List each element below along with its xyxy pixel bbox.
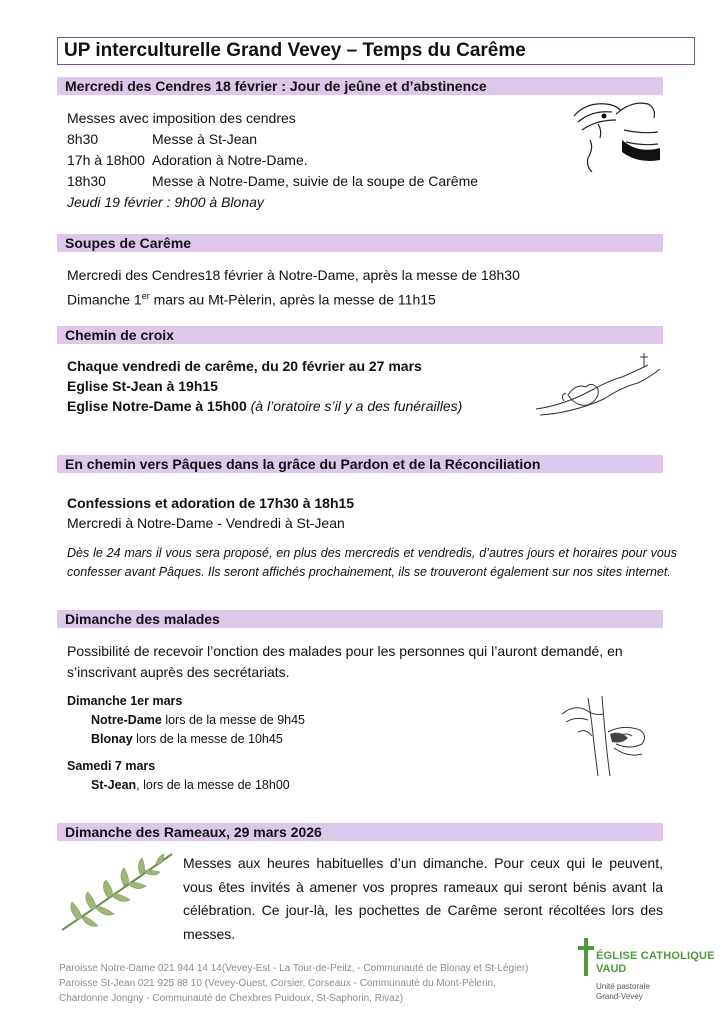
malades-detail: lors de la messe de 10h45 [132, 732, 283, 746]
soupes-line2-pre: Dimanche 1 [67, 291, 142, 308]
logo-line2: VAUD [596, 963, 627, 975]
malades-day2-a [91, 775, 290, 796]
soupes-line2 [67, 286, 436, 311]
section-heading-cendres: Mercredi des Cendres 18 février : Jour de jeûne et d’abstinence [57, 77, 663, 95]
croix-line3-bold: Eglise Notre-Dame à 15h00 [67, 398, 247, 414]
footer-contacts [59, 961, 584, 1006]
malades-place: Blonay [91, 732, 133, 746]
page-title: UP interculturelle Grand Vevey – Temps du Carême [57, 37, 695, 65]
cendres-time: 8h30 [67, 131, 99, 147]
soupes-line2-post: mars au Mt-Pèlerin, après la messe de 11h15 [149, 291, 436, 308]
section-heading-rameaux: Dimanche des Rameaux, 29 mars 2026 [57, 823, 663, 841]
palm-branch-illustration [58, 850, 178, 934]
footer-line: Paroisse St-Jean 021 925 88 10 (Vevey-Ouest, Corsier, Corseaux - Communauté du Mont-Pèlerin, [59, 978, 496, 989]
malades-day1-a [91, 710, 305, 731]
croix-line2: Eglise St-Jean à 19h15 [67, 378, 218, 394]
footer-line: Paroisse Notre-Dame 021 944 14 14(Vevey-Est - La Tour-de-Peilz, - Communauté de Blonay et St-Légier) [59, 963, 529, 974]
paques-note: Dès le 24 mars il vous sera proposé, en plus des mercredis et vendredis, d’autres jours et horaires pour vous confesser avant Pâques. Ils seront affichés prochainement, ils se trouveront également sur nos sites internet. [67, 546, 677, 579]
croix-line3 [67, 396, 462, 417]
logo-line3: Unité pastorale [596, 982, 650, 991]
malades-day1-b [91, 729, 283, 750]
way-of-cross-illustration [534, 347, 664, 417]
malades-detail: lors de la messe de 9h45 [161, 713, 305, 727]
section-heading-soupes: Soupes de Carême [57, 234, 663, 252]
rameaux-text: Messes aux heures habituelles d’un dimanche. Pour ceux qui le peuvent, vous êtes invités à amener vos propres rameaux qui seront bénis avant la célébration. Ce jour-là, les pochettes de Carême seront récoltées lors des messes. [183, 855, 663, 942]
anointing-hands-illustration [558, 692, 652, 778]
ash-imposition-illustration [572, 94, 664, 176]
paques-line1: Confessions et adoration de 17h30 à 18h15 [67, 495, 355, 511]
malades-day2: Samedi 7 mars [67, 759, 156, 773]
cendres-intro: Messes avec imposition des cendres [67, 110, 296, 126]
malades-intro: Possibilité de recevoir l’onction des malades pour les personnes qui l’auront demandé, en s’inscrivant auprès des secrétariats. [67, 643, 623, 680]
malades-detail: , lors de la messe de 18h00 [136, 778, 290, 792]
cendres-desc: Adoration à Notre-Dame. [152, 152, 308, 168]
logo-cross-vertical [584, 938, 588, 976]
cendres-row [67, 150, 308, 171]
malades-place: Notre-Dame [91, 713, 162, 727]
cendres-extra: Jeudi 19 février : 9h00 à Blonay [67, 194, 264, 210]
paques-line2: Mercredi à Notre-Dame - Vendredi à St-Jean [67, 515, 345, 531]
logo-line4: Grand-Vevey [596, 992, 643, 1001]
malades-day1: Dimanche 1er mars [67, 694, 183, 708]
malades-place: St-Jean [91, 778, 137, 792]
logo-cross-horizontal [578, 946, 594, 950]
section-heading-malades: Dimanche des malades [57, 610, 663, 628]
cendres-desc: Messe à Notre-Dame, suivie de la soupe de Carême [152, 173, 479, 189]
cendres-desc: Messe à St-Jean [152, 131, 258, 147]
section-heading-croix: Chemin de croix [57, 326, 663, 344]
cendres-time: 17h à 18h00 [67, 152, 145, 168]
croix-line1: Chaque vendredi de carême, du 20 février au 27 mars [67, 358, 422, 374]
soupes-line2-sup: er [141, 291, 150, 301]
croix-line3-italic: (à l’oratoire s’il y a des funérailles) [250, 398, 463, 414]
cendres-row [67, 129, 257, 150]
cendres-row [67, 171, 478, 192]
eglise-catholique-vaud-logo [574, 936, 715, 1006]
logo-line1: ÉGLISE CATHOLIQUE [596, 950, 715, 962]
cendres-time: 18h30 [67, 173, 106, 189]
section-heading-paques: En chemin vers Pâques dans la grâce du Pardon et de la Réconciliation [57, 455, 663, 473]
footer-line: Chardonne Jongny - Communauté de Chexbres Puidoux, St-Saphorin, Rivaz) [59, 993, 404, 1004]
soupes-line1: Mercredi des Cendres18 février à Notre-Dame, après la messe de 18h30 [67, 267, 520, 283]
